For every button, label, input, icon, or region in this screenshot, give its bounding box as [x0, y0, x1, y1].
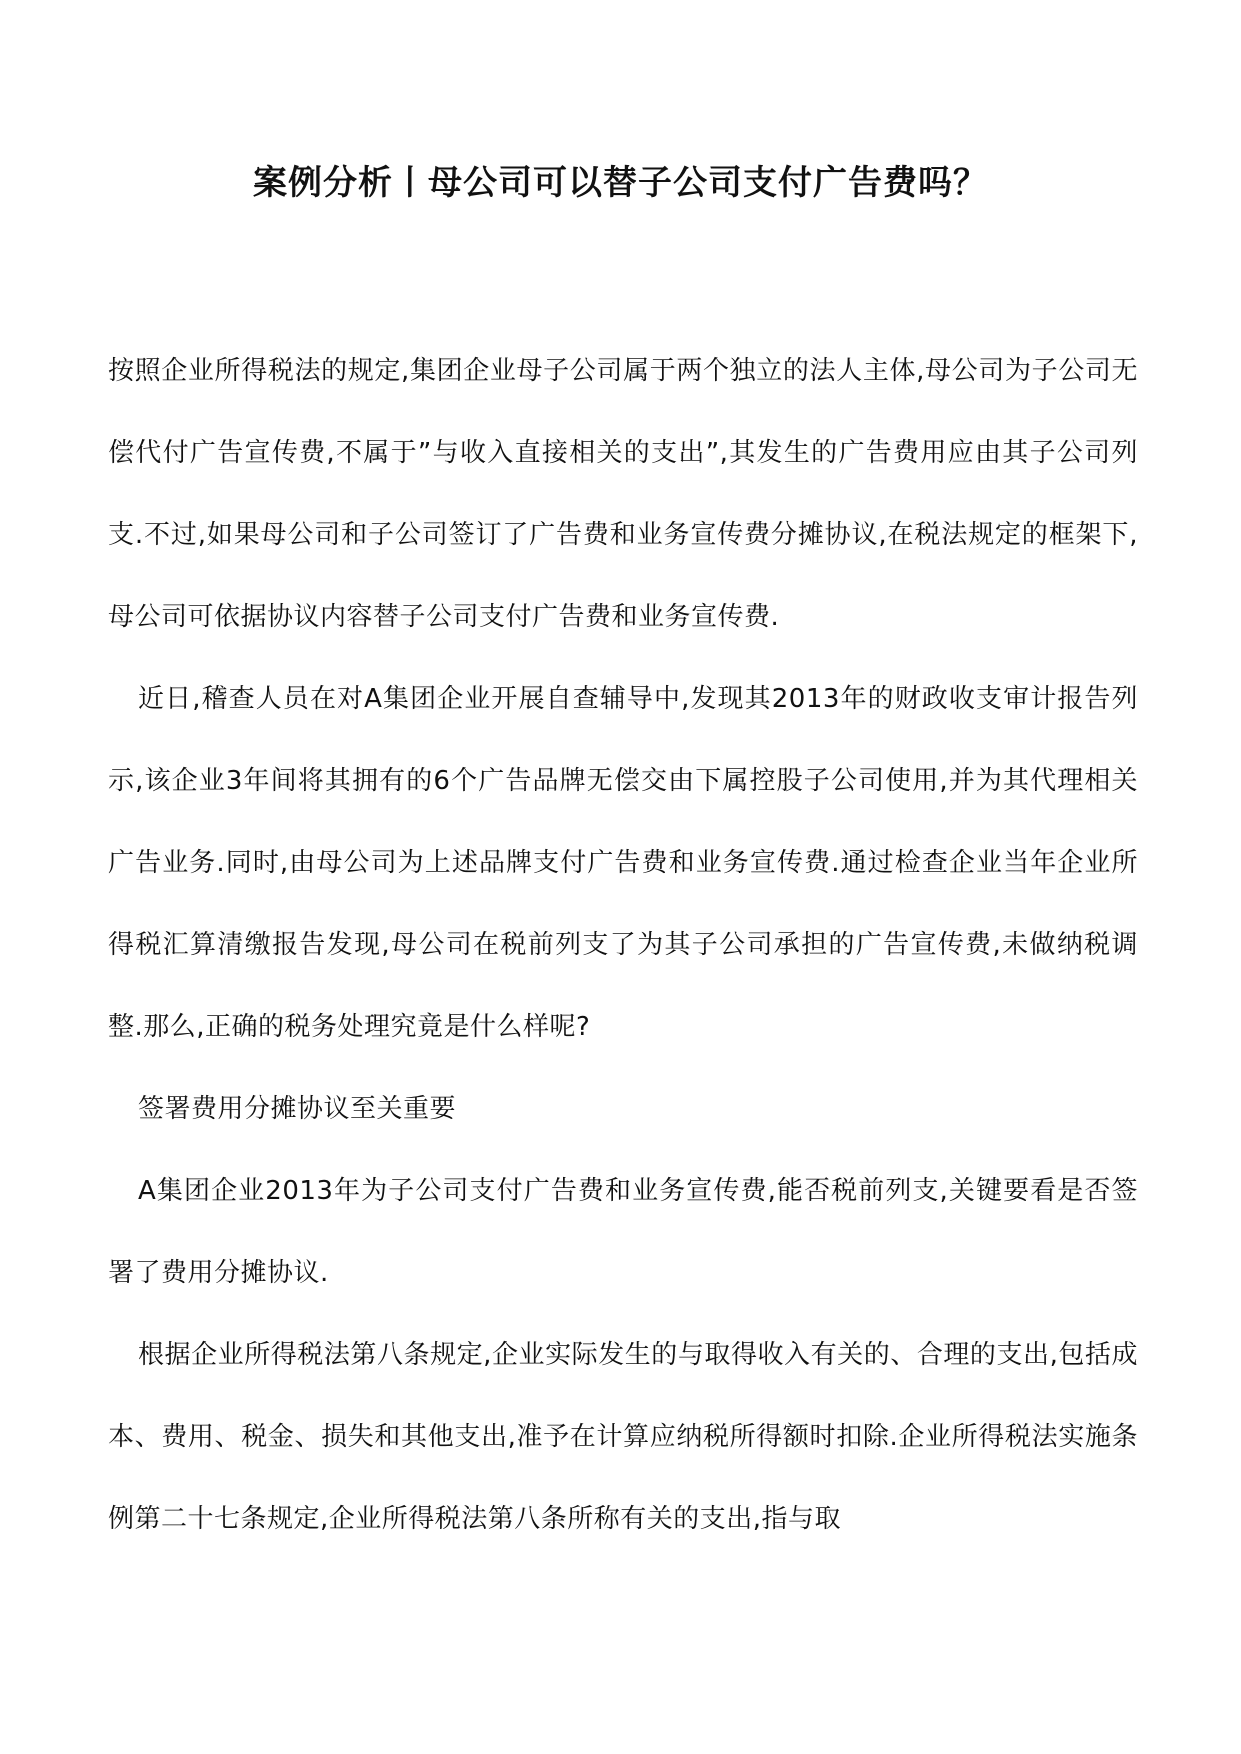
paragraph-law: 根据企业所得税法第八条规定,企业实际发生的与取得收入有关的、合理的支出,包括成本、费用、税金、损失和其他支出,准予在计算应纳税所得额时扣除.企业所得税法实施条例第二十七条规定,企业所得税法第八条所称有关的支出,指与取 — [108, 1340, 1138, 1534]
paragraph-intro: 按照企业所得税法的规定,集团企业母子公司属于两个独立的法人主体,母公司为子公司无偿代付广告宣传费,不属于”与收入直接相关的支出”,其发生的广告费用应由其子公司列支.不过,如果母公司和子公司签订了广告费和业务宣传费分摊协议,在税法规定的框架下,母公司可依据协议内容替子公司支付广告费和业务宣传费. — [108, 356, 1138, 632]
document-title: 案例分析丨母公司可以替子公司支付广告费吗？ — [253, 163, 988, 203]
section-heading: 签署费用分摊协议至关重要 — [138, 1094, 457, 1124]
paragraph-key-point: A集团企业2013年为子公司支付广告费和业务宣传费,能否税前列支,关键要看是否签署了费用分摊协议. — [108, 1176, 1138, 1288]
paragraph-case: 近日,稽查人员在对A集团企业开展自查辅导中,发现其2013年的财政收支审计报告列示,该企业3年间将其拥有的6个广告品牌无偿交由下属控股子公司使用,并为其代理相关广告业务.同时,由母公司为上述品牌支付广告费和业务宣传费.通过检查企业当年企业所得税汇算清缴报告发现,母公司在税前列支了为其子公司承担的广告宣传费,未做纳税调整.那么,正确的税务处理究竟是什么样呢? — [108, 684, 1138, 1042]
document-body — [108, 330, 1138, 1560]
